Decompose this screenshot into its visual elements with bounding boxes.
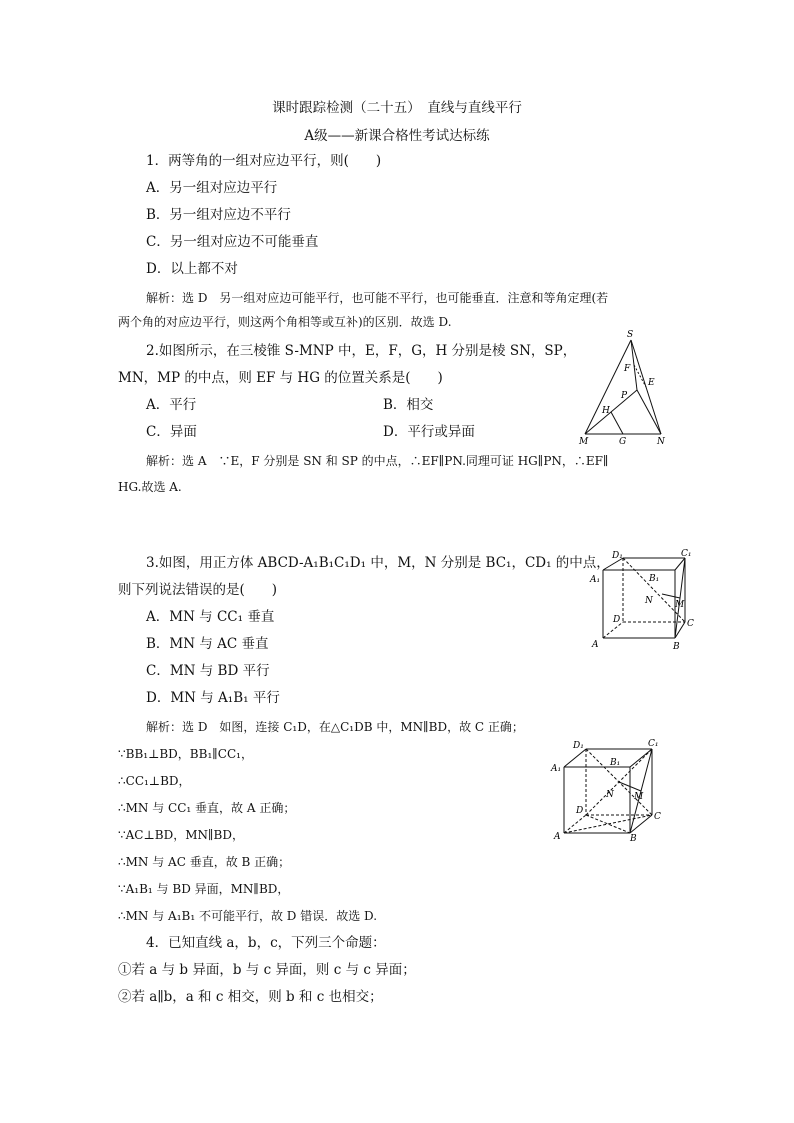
q1-option-d: D．以上都不对 — [146, 261, 238, 277]
q3-solution-line: ∵AC⊥BD，MN∥BD， — [118, 828, 244, 842]
vertex-label-n: N — [657, 437, 665, 447]
q3-stem-line: 则下列说法错误的是( ) — [118, 582, 278, 598]
vertex-label-d: D — [576, 806, 584, 816]
vertex-label-a1: A₁ — [551, 764, 562, 774]
q1-solution-line: 解析：选 D 另一组对应边可能平行，也可能不平行，也可能垂直．注意和等角定理(若 — [146, 291, 609, 305]
vertex-label-m: M — [675, 600, 685, 610]
vertex-label-f: F — [624, 364, 631, 374]
q4-proposition: ①若 a 与 b 异面，b 与 c 异面，则 c 与 c 异面； — [118, 962, 416, 978]
cube-figure-question — [585, 548, 695, 652]
vertex-label-b: B — [630, 834, 637, 843]
q4-proposition: ②若 a∥b，a 和 c 相交，则 b 和 c 也相交； — [118, 989, 383, 1005]
vertex-label-d: D — [613, 615, 621, 625]
vertex-label-c1: C₁ — [648, 739, 659, 749]
vertex-label-c: C — [687, 619, 694, 629]
vertex-label-d1: D₁ — [573, 741, 584, 751]
q1-solution-line: 两个角的对应边平行，则这两个角相等或互补)的区别．故选 D. — [118, 315, 452, 329]
q3-solution-line: ∴MN 与 AC 垂直，故 B 正确； — [118, 855, 291, 869]
q3-option-d: D．MN 与 A₁B₁ 平行 — [146, 690, 280, 706]
q4-stem: 4．已知直线 a，b，c，下列三个命题： — [146, 935, 386, 951]
vertex-label-a1: A₁ — [590, 575, 601, 585]
q3-solution-line: ∵BB₁⊥BD，BB₁∥CC₁， — [118, 747, 253, 761]
q3-solution-line: ∴MN 与 A₁B₁ 不可能平行，故 D 错误．故选 D. — [118, 909, 378, 923]
q2-option-a: A．平行 — [146, 397, 197, 413]
vertex-label-s: S — [627, 330, 634, 340]
q2-option-d: D．平行或异面 — [383, 424, 475, 440]
q1-option-a: A．另一组对应边平行 — [146, 180, 278, 196]
q1-option-b: B．另一组对应边不平行 — [146, 207, 291, 223]
q3-stem-line: 3.如图，用正方体 ABCD-A₁B₁C₁D₁ 中，M，N 分别是 BC₁，CD₁ 的中点， — [146, 555, 610, 571]
vertex-label-p: P — [621, 391, 628, 401]
vertex-label-h: H — [602, 406, 610, 416]
q3-solution-line: ∵A₁B₁ 与 BD 异面，MN∥BD， — [118, 882, 290, 896]
cube-figure-solution — [548, 737, 668, 843]
vertex-label-c1: C₁ — [681, 549, 692, 559]
vertex-label-a: A — [592, 640, 599, 650]
q1-option-c: C．另一组对应边不可能垂直 — [146, 234, 319, 250]
section-subtitle: A级——新课合格性考试达标练 — [304, 128, 490, 144]
q2-option-c: C．异面 — [146, 424, 197, 440]
q3-solution-line: 解析：选 D 如图，连接 C₁D，在△C₁DB 中，MN∥BD，故 C 正确； — [146, 720, 524, 734]
vertex-label-b1: B₁ — [610, 758, 621, 768]
vertex-label-b: B — [673, 642, 680, 652]
vertex-label-b1: B₁ — [649, 574, 660, 584]
q2-option-b: B．相交 — [383, 397, 434, 413]
vertex-label-g: G — [619, 437, 627, 447]
q3-option-c: C．MN 与 BD 平行 — [146, 663, 270, 679]
vertex-label-n: N — [645, 596, 653, 606]
vertex-label-m: M — [634, 792, 644, 802]
q3-solution-line: ∴CC₁⊥BD， — [118, 774, 191, 788]
vertex-label-d1: D₁ — [612, 551, 623, 561]
q2-solution-line: HG.故选 A. — [118, 480, 182, 494]
tetrahedron-figure — [575, 328, 675, 448]
q3-option-b: B．MN 与 AC 垂直 — [146, 636, 269, 652]
q2-stem-line: 2.如图所示，在三棱锥 S-MNP 中，E，F，G，H 分别是棱 SN，SP， — [146, 343, 577, 359]
q3-option-a: A．MN 与 CC₁ 垂直 — [146, 609, 275, 625]
vertex-label-a: A — [554, 832, 561, 842]
vertex-label-m: M — [579, 437, 589, 447]
vertex-label-e: E — [648, 378, 655, 388]
q3-solution-line: ∴MN 与 CC₁ 垂直，故 A 正确； — [118, 801, 296, 815]
vertex-label-n: N — [606, 790, 614, 800]
vertex-label-c: C — [654, 812, 661, 822]
q2-solution-line: 解析：选 A ∵E，F 分别是 SN 和 SP 的中点，∴EF∥PN.同理可证 HG∥PN，∴EF∥ — [146, 454, 609, 468]
q2-stem-line: MN，MP 的中点，则 EF 与 HG 的位置关系是( ) — [118, 370, 443, 386]
q1-stem: 1．两等角的一组对应边平行，则( ) — [146, 153, 382, 169]
page-title: 课时跟踪检测（二十五） 直线与直线平行 — [272, 100, 522, 116]
